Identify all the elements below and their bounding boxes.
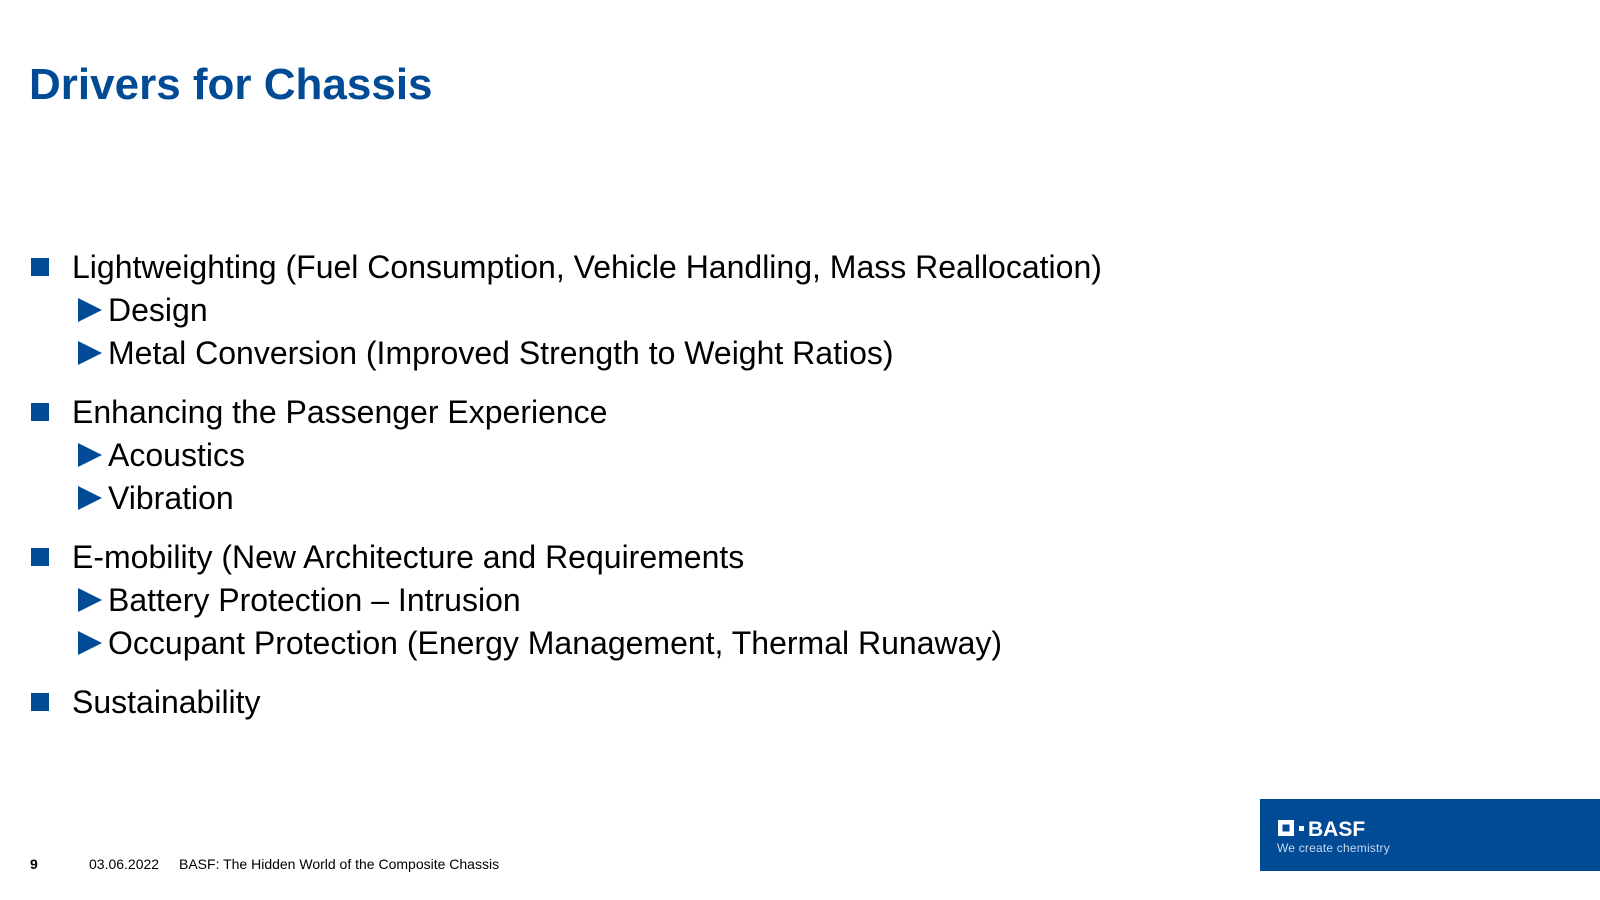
sub-bullet-text: Acoustics bbox=[108, 437, 245, 473]
slide-title: Drivers for Chassis bbox=[29, 60, 433, 109]
square-bullet-icon bbox=[31, 403, 49, 421]
triangle-arrow-icon bbox=[78, 588, 102, 612]
sub-bullet-text: Design bbox=[108, 292, 208, 328]
bullet-text: E-mobility (New Architecture and Requirements bbox=[72, 539, 745, 575]
bullet-text: Enhancing the Passenger Experience bbox=[72, 394, 608, 430]
sub-bullet-text: Metal Conversion (Improved Strength to Weight Ratios) bbox=[108, 335, 894, 371]
sub-bullet-item bbox=[30, 434, 1210, 477]
triangle-arrow-icon bbox=[78, 443, 102, 467]
page-number: 9 bbox=[30, 856, 38, 872]
footer-date: 03.06.2022 bbox=[89, 856, 160, 872]
brand-logo bbox=[1260, 799, 1600, 871]
sub-bullet-item bbox=[30, 579, 1210, 622]
bullet-group bbox=[30, 391, 1210, 520]
bullet-group bbox=[30, 681, 1210, 724]
triangle-arrow-icon bbox=[78, 341, 102, 365]
bullet-item bbox=[30, 681, 1210, 724]
sub-bullet-text: Occupant Protection (Energy Management, Thermal Runaway) bbox=[108, 625, 1003, 661]
logo-wordmark: BASF bbox=[1308, 818, 1366, 839]
logo-tagline: We create chemistry bbox=[1277, 841, 1390, 855]
bullet-group bbox=[30, 536, 1210, 665]
bullet-list bbox=[30, 246, 1210, 724]
sub-bullet-item bbox=[30, 289, 1210, 332]
sub-bullet-item bbox=[30, 622, 1210, 665]
sub-bullet-item bbox=[30, 332, 1210, 375]
basf-logo-icon bbox=[1278, 817, 1382, 839]
bullet-item bbox=[30, 391, 1210, 434]
sub-bullet-text: Battery Protection – Intrusion bbox=[108, 582, 521, 618]
bullet-text: Lightweighting (Fuel Consumption, Vehicle Handling, Mass Reallocation) bbox=[72, 249, 1102, 285]
bullet-group bbox=[30, 246, 1210, 375]
sub-bullet-item bbox=[30, 477, 1210, 520]
triangle-arrow-icon bbox=[78, 631, 102, 655]
bullet-text: Sustainability bbox=[72, 684, 261, 720]
square-bullet-icon bbox=[31, 693, 49, 711]
triangle-arrow-icon bbox=[78, 298, 102, 322]
bullet-item bbox=[30, 246, 1210, 289]
footer-presentation-title: BASF: The Hidden World of the Composite Chassis bbox=[179, 856, 500, 872]
square-bullet-icon bbox=[31, 548, 49, 566]
triangle-arrow-icon bbox=[78, 486, 102, 510]
square-bullet-icon bbox=[31, 258, 49, 276]
sub-bullet-text: Vibration bbox=[108, 480, 234, 516]
bullet-item bbox=[30, 536, 1210, 579]
